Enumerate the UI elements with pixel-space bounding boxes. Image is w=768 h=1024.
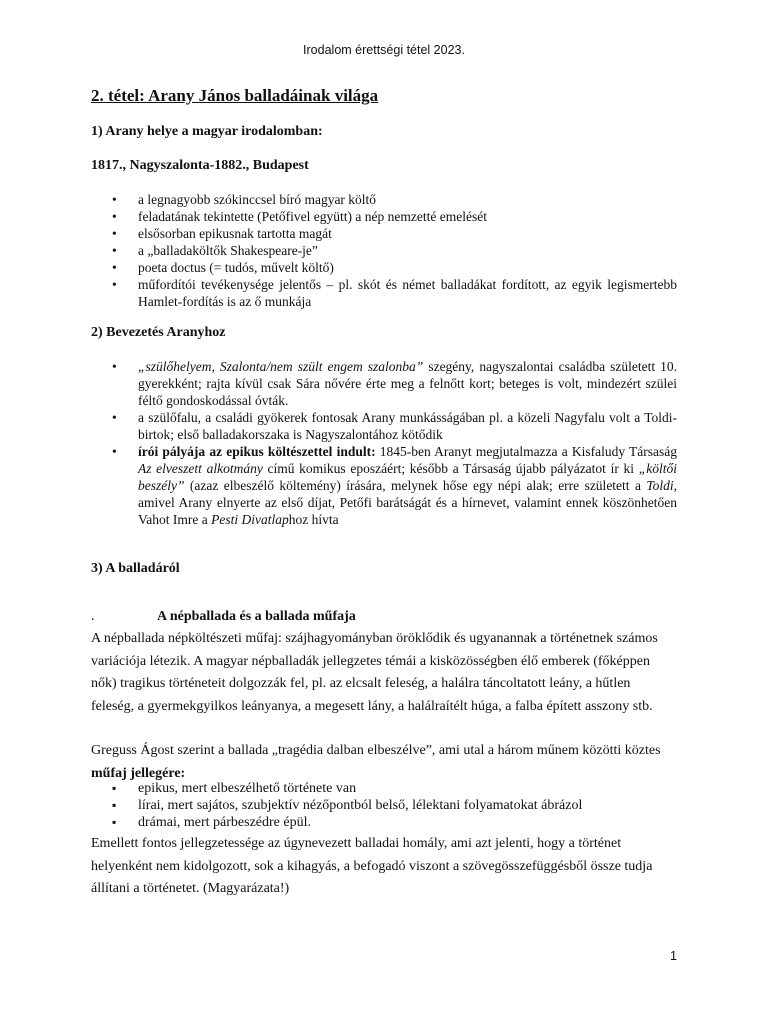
list-item: • a szülőfalu, a családi gyökerek fontosak Arany munkásságában pl. a közeli Nagyfalu volt a Toldi-birtok; első balladakorszaka is Nagyszalontához kötődik: [91, 409, 677, 443]
subsection-title-text: A népballada és a ballada műfaja: [157, 609, 356, 624]
list-item: • elsősorban epikusnak tartotta magát: [91, 225, 677, 242]
document-title: 2. tétel: Arany János balladáinak világa: [91, 86, 379, 105]
list-item: ▪ drámai, mert párbeszédre épül.: [91, 814, 677, 831]
bold-phrase: műfaj jellegére:: [91, 765, 186, 781]
list-item-text: 1845-ben Aranyt megjutalmazza a Kisfaludy Társaság: [375, 444, 678, 459]
page-header: Irodalom érettségi tétel 2023.: [303, 43, 465, 57]
list-item-text: (azaz elbeszélő költemény) írására, melynek hőse egy népi alak; erre született a: [184, 478, 647, 493]
paragraph-folk-ballad: A népballada népköltészeti műfaj: szájhagyományban öröklődik és ugyanannak a történetnek számos variációja létezik. A magyar népballadák jellegzetes témái a kisközösségben élő emberek (főképpen nők) tragikus történeteit dolgozzák fel, pl. az elcsalt feleség, a halálra táncoltatott leány, a hűtlen feleség, a gyermekgyilkos leányanya, a megesett lány, a halálraítélt húga, a falba épített asszony stb.: [91, 631, 658, 714]
list-item-text: hoz hívta: [288, 512, 339, 527]
bold-phrase: írói pályája az epikus költészettel indult:: [138, 444, 376, 459]
list-item: ▪ epikus, mert elbeszélhető története van: [91, 780, 677, 797]
list-item: ▪ lírai, mert sajátos, szubjektív nézőpontból belső, lélektani folyamatokat ábrázol: [91, 797, 677, 814]
list-item: • feladatának tekintette (Petőfivel együtt) a nép nemzetté emelését: [91, 208, 677, 225]
list-item: [91, 443, 677, 528]
work-title: Az elveszett alkotmány: [138, 461, 263, 476]
page-number: 1: [670, 949, 677, 963]
section-2-list: [91, 358, 677, 528]
work-title: Pesti Divatlap: [211, 512, 289, 527]
subsection-marker: .: [91, 609, 95, 624]
list-item-text: szegény, nagyszalontai családba született 10. gyerekként; rajta kívül csak Sára nővére érte meg a felnőtt kort; beteges is volt, mindezért szülei féltő gondoskodással óvták.: [138, 359, 678, 408]
list-item: • poeta doctus (= tudós, művelt költő): [91, 259, 677, 276]
section-1-list: [91, 191, 677, 310]
paragraph-ballad-obscurity: Emellett fontos jellegzetessége az úgynevezett balladai homály, ami azt jelenti, hogy a történet helyenként nem kidolgozott, sok a kihagyás, a befogadó viszont a szövegösszefüggésből össze tudja állítani a történetet. (Magyarázata!): [91, 836, 653, 897]
list-item: • a „balladaköltők Shakespeare-je”: [91, 242, 677, 259]
list-item: • a legnagyobb szókinccsel bíró magyar költő: [91, 191, 677, 208]
list-item: • műfordítói tevékenysége jelentős – pl. skót és német balladákat fordított, az egyik legismertebb Hamlet-fordítás is az ő munkája: [91, 276, 677, 310]
section-3-heading: 3) A balladáról: [91, 561, 180, 576]
section-2-heading: 2) Bevezetés Aranyhoz: [91, 325, 226, 340]
birth-death-dates: 1817., Nagyszalonta-1882., Budapest: [91, 158, 309, 173]
list-item-text: című komikus eposzáért; később a Társaság újabb pályázatot ír ki: [262, 461, 639, 476]
paragraph-text: Greguss Ágost szerint a ballada „tragédia dalban elbeszélve”, ami utal a három műnem közötti köztes: [91, 743, 661, 758]
quote-text: „költői beszély”: [138, 461, 677, 493]
paragraph-greguss: [91, 740, 677, 785]
quote-text: „szülőhelyem, Szalonta/nem szült engem szalonba”: [138, 359, 424, 374]
work-title: Toldi,: [646, 478, 677, 493]
list-item-text: amivel Arany elnyerte az első díjat, Petőfi barátságát és a hírnevet, valamint ennek köszönhetően Vahot Imre a: [138, 495, 677, 527]
section-1-heading: 1) Arany helye a magyar irodalomban:: [91, 124, 323, 139]
genre-list: [91, 780, 677, 831]
list-item: [91, 358, 677, 409]
